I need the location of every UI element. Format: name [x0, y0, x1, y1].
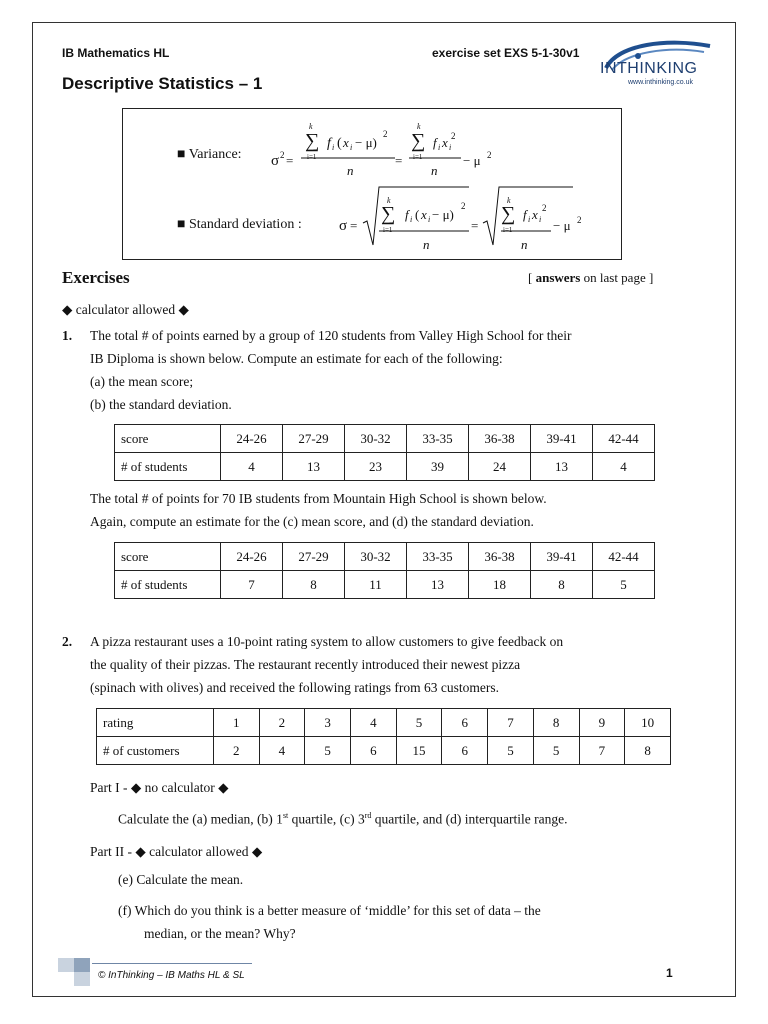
table-cell: # of customers	[97, 737, 214, 765]
svg-text:i: i	[332, 143, 335, 152]
page-title: Descriptive Statistics – 1	[62, 74, 263, 93]
svg-text:2: 2	[383, 129, 388, 139]
table-cell: 36-38	[469, 425, 531, 453]
svg-text:− μ: − μ	[463, 153, 481, 168]
course-title: IB Mathematics HL	[62, 46, 170, 60]
table-cell: 23	[345, 453, 407, 481]
svg-text:i=1: i=1	[307, 153, 317, 161]
part1-sup2: rd	[364, 811, 372, 820]
formula-box	[122, 108, 622, 260]
q1-line2: IB Diploma is shown below. Compute an estimate for each of the following:	[90, 351, 503, 366]
svg-text:f: f	[523, 207, 527, 222]
table-cell: 39-41	[531, 425, 593, 453]
footer-divider	[92, 963, 252, 964]
table-cell: 13	[283, 453, 345, 481]
table-row	[115, 543, 655, 571]
svg-text:(: (	[415, 207, 420, 222]
table-row	[97, 737, 671, 765]
table-cell: 9	[579, 709, 625, 737]
q2-part-f-line2: median, or the mean? Why?	[144, 926, 296, 941]
table-cell: score	[115, 425, 221, 453]
svg-text:=: =	[395, 153, 403, 168]
svg-text:− μ): − μ)	[432, 207, 454, 222]
table-cell: 8	[283, 571, 345, 599]
table-cell: 7	[488, 709, 534, 737]
svg-text:2: 2	[451, 131, 456, 141]
table-row	[115, 453, 655, 481]
svg-text:=: =	[286, 153, 294, 168]
table-cell: 36-38	[469, 543, 531, 571]
q2-ratings-table	[96, 708, 671, 765]
answers-note-bold: answers	[535, 270, 581, 285]
table-cell: 33-35	[407, 425, 469, 453]
table-cell: 18	[469, 571, 531, 599]
table-cell: 30-32	[345, 425, 407, 453]
table-cell: 27-29	[283, 425, 345, 453]
footer-square-1	[58, 958, 74, 972]
q1-table2	[114, 542, 655, 599]
table-cell: 6	[350, 737, 396, 765]
q2-line1: A pizza restaurant uses a 10-point rating system to allow customers to give feedback on	[90, 634, 564, 649]
table-cell: rating	[97, 709, 214, 737]
q2-line3: (spinach with olives) and received the following ratings from 63 customers.	[90, 680, 500, 695]
q1-number: 1.	[62, 328, 73, 343]
svg-text:∑: ∑	[501, 203, 516, 225]
table-cell: 13	[531, 453, 593, 481]
svg-text:i: i	[438, 143, 441, 152]
svg-text:n: n	[431, 163, 438, 178]
answers-note-rest: on last page ]	[580, 270, 654, 285]
answers-note	[528, 270, 653, 286]
svg-text:i=1: i=1	[383, 226, 393, 234]
table-cell: 8	[531, 571, 593, 599]
svg-text:n: n	[423, 237, 430, 252]
q1-line1: The total # of points earned by a group of 120 students from Valley High School for their	[90, 328, 572, 343]
svg-text:k: k	[309, 122, 313, 131]
table-cell: 4	[593, 453, 655, 481]
q2-line2: the quality of their pizzas. The restaurant recently introduced their newest pizza	[90, 657, 521, 672]
svg-text:− μ): − μ)	[355, 135, 377, 150]
table-cell: 11	[345, 571, 407, 599]
exercise-set-label: exercise set EXS 5-1-30v1	[432, 46, 580, 60]
table-cell: score	[115, 543, 221, 571]
table-cell: 30-32	[345, 543, 407, 571]
q1-part-a: (a) the mean score;	[90, 374, 194, 389]
svg-text:∑: ∑	[305, 130, 320, 152]
table-cell: 24	[469, 453, 531, 481]
svg-text:k: k	[387, 196, 391, 205]
footer-copyright: © InThinking – IB Maths HL & SL	[98, 970, 245, 981]
svg-text:i: i	[410, 215, 413, 224]
table-row	[115, 571, 655, 599]
svg-text:x: x	[532, 207, 538, 222]
svg-text:=: =	[471, 218, 479, 233]
table-cell: 5	[305, 737, 351, 765]
table-cell: 5	[488, 737, 534, 765]
svg-text:f: f	[433, 135, 437, 150]
svg-text:∑: ∑	[411, 130, 426, 152]
svg-text:f: f	[327, 136, 331, 151]
table-row	[97, 709, 671, 737]
svg-text:2: 2	[577, 215, 582, 225]
svg-text:n: n	[347, 163, 354, 178]
table-cell: 27-29	[283, 543, 345, 571]
variance-label: ■ Variance:	[177, 147, 242, 162]
svg-text:σ: σ	[271, 153, 280, 169]
svg-text:i: i	[350, 143, 353, 152]
table-cell: 6	[442, 737, 488, 765]
table-cell: 8	[625, 737, 671, 765]
footer-square-3	[74, 972, 90, 986]
table-cell: 10	[625, 709, 671, 737]
table-cell: 4	[350, 709, 396, 737]
svg-text:2: 2	[487, 150, 492, 160]
svg-text:x: x	[343, 135, 349, 150]
q1-line3: The total # of points for 70 IB students from Mountain High School is shown below.	[90, 491, 547, 506]
table-cell: 24-26	[221, 425, 283, 453]
part1-text	[118, 804, 567, 831]
answers-note-open: [	[528, 270, 536, 285]
table-cell: 39	[407, 453, 469, 481]
svg-text:x: x	[421, 207, 427, 222]
logo-url: www.inthinking.co.uk	[628, 79, 693, 86]
table-cell: # of students	[115, 453, 221, 481]
exercises-heading: Exercises	[62, 268, 130, 287]
table-cell: 7	[221, 571, 283, 599]
q2-number: 2.	[62, 634, 73, 649]
svg-text:i: i	[528, 215, 531, 224]
table-cell: 24-26	[221, 543, 283, 571]
svg-text:∑: ∑	[381, 203, 396, 225]
part1-heading: Part I - ◆ no calculator ◆	[90, 780, 229, 795]
part1-sup1: st	[282, 811, 289, 820]
svg-text:i: i	[449, 143, 452, 152]
part2-heading: Part II - ◆ calculator allowed ◆	[90, 844, 263, 859]
svg-text:− μ: − μ	[553, 218, 571, 233]
svg-text:n: n	[521, 237, 528, 252]
table-cell: 15	[396, 737, 442, 765]
part1-text-c: quartile, and (d) interquartile range.	[371, 811, 568, 827]
table-cell: 3	[305, 709, 351, 737]
q1-table1	[114, 424, 655, 481]
table-cell: 8	[533, 709, 579, 737]
table-cell: # of students	[115, 571, 221, 599]
logo-text: INTHINKING	[600, 60, 698, 77]
table-cell: 4	[259, 737, 305, 765]
table-cell: 42-44	[593, 425, 655, 453]
footer-square-2	[74, 958, 90, 972]
svg-text:σ: σ	[339, 218, 348, 234]
q1-part-b: (b) the standard deviation.	[90, 397, 232, 412]
inthinking-logo[interactable]	[598, 36, 722, 92]
variance-formula	[271, 113, 501, 183]
q2-part-f-line1: (f) Which do you think is a better measure of ‘middle’ for this set of data – the	[118, 903, 541, 918]
svg-text:f: f	[405, 207, 409, 222]
svg-text:k: k	[507, 196, 511, 205]
svg-text:(: (	[337, 136, 342, 151]
sd-formula	[339, 183, 619, 257]
table-cell: 39-41	[531, 543, 593, 571]
svg-text:=: =	[350, 218, 358, 233]
table-cell: 33-35	[407, 543, 469, 571]
part1-text-b: quartile, (c) 3	[288, 811, 365, 827]
table-cell: 5	[593, 571, 655, 599]
svg-text:i=1: i=1	[503, 226, 513, 234]
svg-text:x: x	[442, 135, 448, 150]
svg-text:2: 2	[542, 203, 547, 213]
calculator-allowed-note: ◆ calculator allowed ◆	[62, 302, 189, 317]
table-cell: 2	[213, 737, 259, 765]
table-cell: 6	[442, 709, 488, 737]
table-cell: 5	[396, 709, 442, 737]
table-cell: 7	[579, 737, 625, 765]
table-cell: 4	[221, 453, 283, 481]
table-row	[115, 425, 655, 453]
table-cell: 2	[259, 709, 305, 737]
svg-text:2: 2	[461, 201, 466, 211]
svg-text:k: k	[417, 122, 421, 131]
table-cell: 13	[407, 571, 469, 599]
part1-text-a: Calculate the (a) median, (b) 1	[118, 811, 283, 827]
table-cell: 42-44	[593, 543, 655, 571]
svg-text:i: i	[539, 215, 542, 224]
sd-label: ■ Standard deviation :	[177, 217, 302, 232]
svg-text:2: 2	[280, 150, 285, 160]
table-cell: 1	[213, 709, 259, 737]
q2-part-e: (e) Calculate the mean.	[118, 872, 244, 887]
svg-text:i=1: i=1	[413, 153, 423, 161]
table-cell: 5	[533, 737, 579, 765]
svg-text:i: i	[428, 215, 431, 224]
page-number: 1	[666, 966, 673, 980]
q1-line4: Again, compute an estimate for the (c) mean score, and (d) the standard deviation.	[90, 514, 534, 529]
